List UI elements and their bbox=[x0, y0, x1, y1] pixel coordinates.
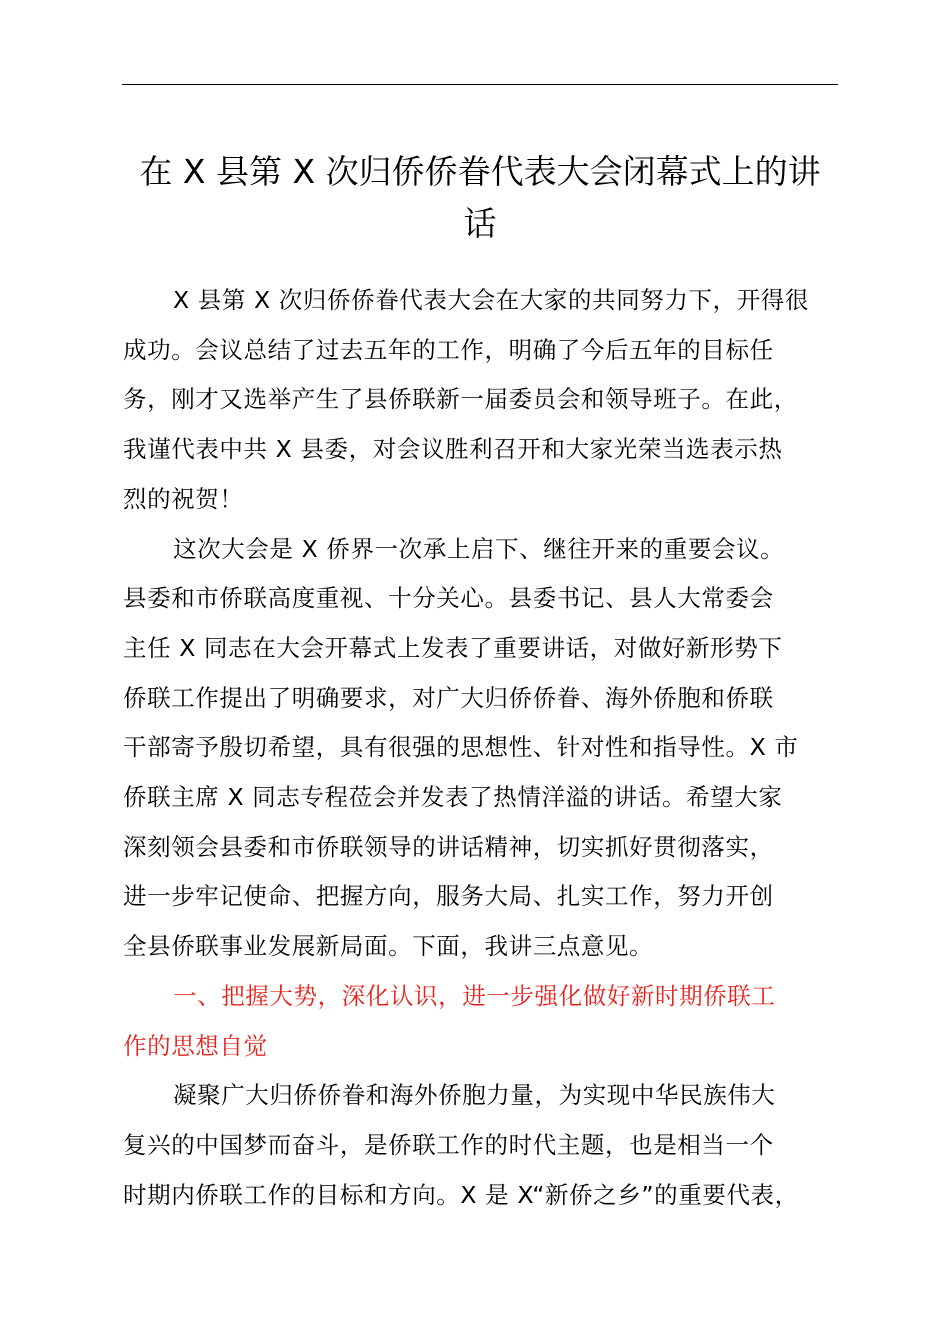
text-line: 干部寄予殷切希望，具有很强的思想性、针对性和指导性。X 市 bbox=[123, 733, 799, 762]
header-rule bbox=[122, 84, 838, 85]
text-line: 进一步牢记使命、把握方向，服务大局、扎实工作，努力开创 bbox=[123, 882, 774, 911]
document-title bbox=[110, 146, 850, 250]
text-line: 凝聚广大归侨侨眷和海外侨胞力量，为实现中华民族伟大 bbox=[173, 1081, 776, 1110]
paragraph-opening bbox=[123, 276, 843, 525]
title-line: 在 X 县第 X 次归侨侨眷代表大会闭幕式上的讲 bbox=[139, 152, 821, 191]
text-line: 时期内侨联工作的目标和方向。X 是 X“新侨之乡”的重要代表， bbox=[123, 1180, 799, 1209]
text-line: 成功。会议总结了过去五年的工作，明确了今后五年的目标任 bbox=[123, 335, 774, 364]
text-line: 烈的祝贺！ bbox=[123, 484, 244, 513]
document-body bbox=[123, 276, 843, 1220]
section-heading-1 bbox=[123, 972, 843, 1071]
title-line: 话 bbox=[463, 204, 497, 243]
text-line: 侨联主席 X 同志专程莅会并发表了热情洋溢的讲话。希望大家 bbox=[123, 783, 783, 812]
text-line: 务，刚才又选举产生了县侨联新一届委员会和领导班子。在此， bbox=[123, 385, 798, 414]
paragraph-section-1-body bbox=[123, 1071, 843, 1220]
text-line: 全县侨联事业发展新局面。下面，我讲三点意见。 bbox=[123, 932, 654, 961]
text-line: 县委和市侨联高度重视、十分关心。县委书记、县人大常委会 bbox=[123, 584, 774, 613]
text-line: 侨联工作提出了明确要求，对广大归侨侨眷、海外侨胞和侨联 bbox=[123, 683, 774, 712]
text-line: 深刻领会县委和市侨联领导的讲话精神，切实抓好贯彻落实， bbox=[123, 832, 774, 861]
text-line: 复兴的中国梦而奋斗，是侨联工作的时代主题，也是相当一个 bbox=[123, 1130, 774, 1159]
heading-line: 作的思想自觉 bbox=[123, 1031, 268, 1060]
heading-line: 一、把握大势，深化认识，进一步强化做好新时期侨联工 bbox=[173, 981, 776, 1010]
text-line: 我谨代表中共 X 县委，对会议胜利召开和大家光荣当选表示热 bbox=[123, 435, 783, 464]
text-line: X 县第 X 次归侨侨眷代表大会在大家的共同努力下，开得很 bbox=[173, 286, 810, 314]
text-line: 这次大会是 X 侨界一次承上启下、继往开来的重要会议。 bbox=[173, 534, 785, 563]
paragraph-meeting-significance bbox=[123, 525, 843, 972]
text-line: 主任 X 同志在大会开幕式上发表了重要讲话，对做好新形势下 bbox=[123, 633, 783, 662]
